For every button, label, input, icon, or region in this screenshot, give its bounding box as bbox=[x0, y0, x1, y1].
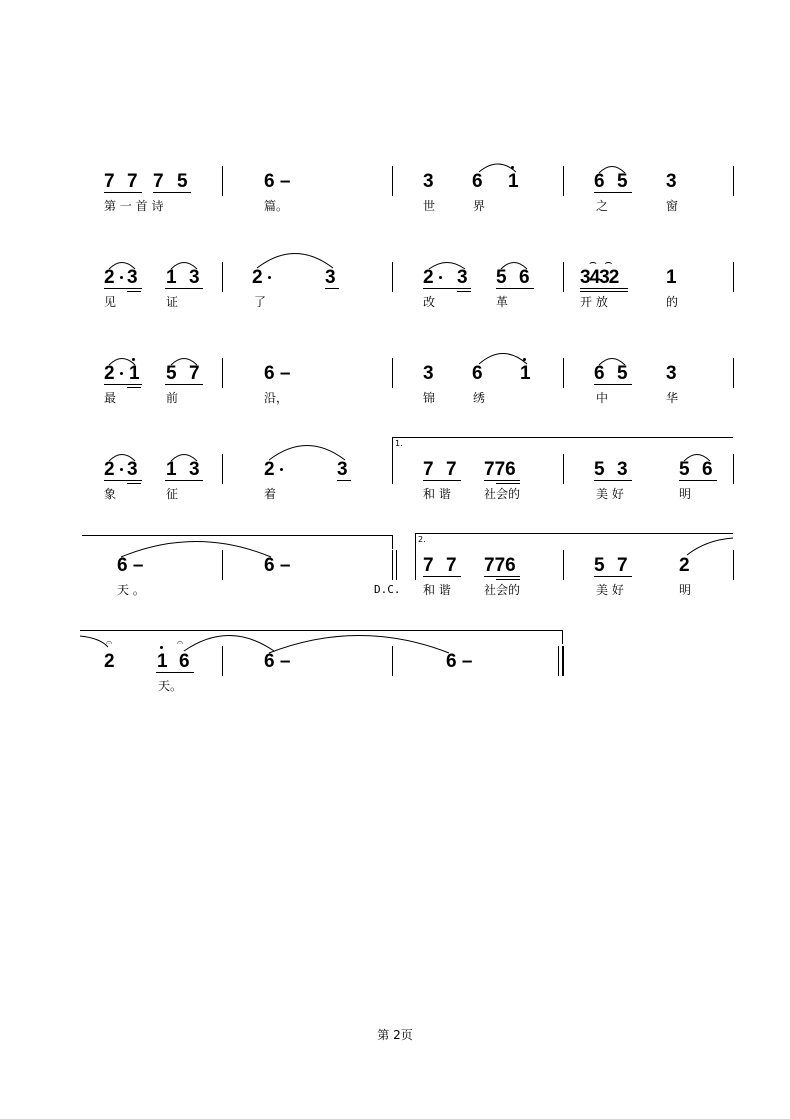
note: 5 bbox=[166, 363, 177, 384]
note: 3 bbox=[189, 267, 200, 288]
lyric: 明 bbox=[679, 583, 692, 597]
note: 6 bbox=[594, 171, 605, 192]
lyric: 见 bbox=[104, 295, 117, 309]
note: 6 bbox=[472, 363, 483, 384]
note: 6 – bbox=[117, 555, 144, 576]
underline bbox=[165, 288, 203, 289]
barline bbox=[222, 262, 223, 292]
double-barline bbox=[396, 550, 397, 580]
note: 7 bbox=[153, 171, 164, 192]
note: 6 bbox=[702, 459, 713, 480]
slur bbox=[256, 249, 334, 269]
lyric: 篇。 bbox=[264, 199, 289, 213]
underline bbox=[104, 480, 142, 481]
underline bbox=[496, 483, 520, 484]
underline bbox=[484, 576, 520, 577]
volta-1-bracket bbox=[392, 437, 733, 438]
note: 5 bbox=[496, 267, 507, 288]
aug-dot bbox=[120, 372, 123, 375]
volta-2-continuation bbox=[80, 630, 562, 631]
underline bbox=[104, 384, 142, 385]
barline bbox=[392, 358, 393, 388]
underline bbox=[496, 579, 520, 580]
slur bbox=[170, 354, 198, 366]
note: 5 bbox=[617, 363, 628, 384]
note: 3 bbox=[337, 459, 348, 480]
lyric: 前 bbox=[166, 391, 179, 405]
barline bbox=[392, 646, 393, 676]
lyric: 中 bbox=[596, 391, 609, 405]
note: 1 bbox=[166, 459, 177, 480]
slur bbox=[500, 258, 528, 270]
note: 3 bbox=[423, 171, 434, 192]
note: 5 bbox=[617, 171, 628, 192]
slur bbox=[683, 450, 711, 462]
slur bbox=[478, 349, 528, 365]
volta-1-label: 1. bbox=[395, 439, 403, 448]
underline bbox=[165, 384, 203, 385]
lyric: 界 bbox=[473, 199, 486, 213]
aug-dot bbox=[120, 468, 123, 471]
lyric: 窗 bbox=[666, 199, 679, 213]
underline bbox=[153, 192, 191, 193]
lyric: 天 。 bbox=[117, 583, 145, 597]
underline bbox=[337, 480, 351, 481]
note: 6 – bbox=[446, 651, 473, 672]
final-barline bbox=[562, 646, 564, 676]
note: 7 bbox=[189, 363, 200, 384]
note: 6 bbox=[594, 363, 605, 384]
barline bbox=[563, 550, 564, 580]
slur bbox=[598, 354, 626, 366]
lyric: 之 bbox=[596, 199, 609, 213]
barline bbox=[733, 454, 734, 484]
note: 2 bbox=[104, 363, 115, 384]
note: 1 bbox=[166, 267, 177, 288]
volta-1-continuation bbox=[82, 535, 392, 536]
underline bbox=[127, 291, 141, 292]
note: 5 bbox=[679, 459, 690, 480]
lyric: 证 bbox=[166, 295, 179, 309]
note: 1 bbox=[157, 651, 168, 672]
barline bbox=[222, 358, 223, 388]
lyric: 美 好 bbox=[596, 487, 624, 501]
aug-dot bbox=[268, 276, 271, 279]
aug-dot bbox=[280, 468, 283, 471]
barline bbox=[222, 166, 223, 196]
slur bbox=[170, 258, 198, 270]
high-dot bbox=[160, 646, 163, 649]
slur bbox=[170, 450, 198, 462]
underline bbox=[594, 576, 632, 577]
note: 1 bbox=[666, 267, 677, 288]
note: 6 – bbox=[264, 171, 291, 192]
lyric: 和 谐 bbox=[423, 583, 451, 597]
underline bbox=[594, 192, 632, 193]
note: 3 bbox=[666, 363, 677, 384]
lyric: 华 bbox=[666, 391, 679, 405]
barline bbox=[563, 358, 564, 388]
lyric: 和 谐 bbox=[423, 487, 451, 501]
underline bbox=[423, 480, 461, 481]
underline bbox=[496, 288, 534, 289]
underline bbox=[594, 384, 632, 385]
aug-dot bbox=[120, 276, 123, 279]
barline bbox=[222, 454, 223, 484]
volta-1-end bbox=[392, 535, 393, 549]
lyric: 第 一 首 诗 bbox=[104, 199, 164, 213]
underline bbox=[679, 480, 717, 481]
note: 3 bbox=[127, 459, 138, 480]
note: 2 bbox=[679, 555, 690, 576]
slur bbox=[478, 160, 518, 174]
barline bbox=[563, 454, 564, 484]
slur bbox=[598, 162, 626, 174]
note: 7 bbox=[446, 459, 457, 480]
underline bbox=[156, 672, 194, 673]
underline bbox=[104, 192, 142, 193]
tie bbox=[183, 632, 275, 652]
lyric: 锦 bbox=[423, 391, 436, 405]
underline bbox=[127, 387, 141, 388]
note: 7 bbox=[446, 555, 457, 576]
page-number: 第 2页 bbox=[377, 1028, 413, 1042]
tie bbox=[686, 538, 734, 556]
tie-mark: ⌢ ⌢ bbox=[589, 255, 613, 269]
barline bbox=[392, 166, 393, 196]
note: 7 bbox=[617, 555, 628, 576]
note: 1 bbox=[129, 363, 140, 384]
tie bbox=[120, 538, 272, 558]
note: 2 bbox=[423, 267, 434, 288]
note: 6 – bbox=[264, 651, 291, 672]
underline bbox=[165, 480, 203, 481]
note: 2 bbox=[104, 267, 115, 288]
underline bbox=[580, 291, 628, 292]
note: 5 bbox=[177, 171, 188, 192]
underline bbox=[484, 480, 520, 481]
lyric: 革 bbox=[496, 295, 509, 309]
barline bbox=[733, 262, 734, 292]
note: 6 – bbox=[264, 363, 291, 384]
lyric: 最 bbox=[104, 391, 117, 405]
note: 1 bbox=[508, 171, 519, 192]
note: 6 bbox=[179, 651, 190, 672]
double-barline bbox=[392, 550, 393, 580]
underline bbox=[325, 288, 339, 289]
lyric: 的 bbox=[666, 295, 679, 309]
barline bbox=[733, 550, 734, 580]
underline bbox=[423, 576, 461, 577]
note: 2 bbox=[104, 651, 115, 672]
fermata-icon: 𝄐 bbox=[177, 636, 184, 649]
lyric: 世 bbox=[423, 199, 436, 213]
note: 7 bbox=[423, 459, 434, 480]
lyric: 天。 bbox=[158, 679, 183, 693]
slur bbox=[268, 441, 346, 461]
note: 2 bbox=[104, 459, 115, 480]
barline bbox=[563, 262, 564, 292]
note: 3 bbox=[666, 171, 677, 192]
dc-marking: D.C. bbox=[374, 583, 401, 596]
note: 776 bbox=[484, 555, 516, 576]
note: 6 – bbox=[264, 555, 291, 576]
fermata-icon: 𝄐 bbox=[106, 636, 113, 649]
barline bbox=[392, 262, 393, 292]
note: 7 bbox=[104, 171, 115, 192]
barline bbox=[222, 646, 223, 676]
volta-2-label: 2. bbox=[418, 535, 426, 544]
note: 5 bbox=[594, 555, 605, 576]
underline bbox=[423, 288, 471, 289]
note: 7 bbox=[127, 171, 138, 192]
note: 7 bbox=[423, 555, 434, 576]
note: 3 bbox=[617, 459, 628, 480]
lyric: 绣 bbox=[473, 391, 486, 405]
note: 3 bbox=[325, 267, 336, 288]
lyric: 开 放 bbox=[580, 295, 608, 309]
volta-2-bracket bbox=[415, 533, 733, 534]
note: 2 bbox=[252, 267, 263, 288]
volta-1-bracket bbox=[392, 437, 393, 484]
note: 776 bbox=[484, 459, 516, 480]
slur bbox=[428, 258, 466, 270]
underline bbox=[580, 288, 628, 289]
note: 3 bbox=[127, 267, 138, 288]
underline bbox=[104, 288, 142, 289]
note: 3 bbox=[189, 459, 200, 480]
lyric: 社会的 bbox=[484, 583, 521, 597]
barline bbox=[222, 550, 223, 580]
underline bbox=[127, 483, 141, 484]
underline bbox=[594, 480, 632, 481]
barline bbox=[733, 358, 734, 388]
note: 3432 bbox=[580, 267, 619, 288]
lyric: 社会的 bbox=[484, 487, 521, 501]
lyric: 沿， bbox=[264, 391, 289, 405]
final-barline bbox=[558, 646, 559, 676]
volta-2-bracket bbox=[415, 533, 416, 580]
slur bbox=[108, 450, 136, 462]
note: 5 bbox=[594, 459, 605, 480]
lyric: 美 好 bbox=[596, 583, 624, 597]
slur bbox=[108, 258, 136, 270]
lyric: 象 bbox=[104, 487, 117, 501]
lyric: 明 bbox=[679, 487, 692, 501]
note: 1 bbox=[520, 363, 531, 384]
slur bbox=[108, 354, 136, 366]
note: 3 bbox=[457, 267, 468, 288]
lyric: 了 bbox=[254, 295, 267, 309]
barline bbox=[733, 166, 734, 196]
note: 6 bbox=[472, 171, 483, 192]
lyric: 征 bbox=[166, 487, 179, 501]
lyric: 着 bbox=[264, 487, 277, 501]
note: 2 bbox=[264, 459, 275, 480]
note: 3 bbox=[423, 363, 434, 384]
barline bbox=[563, 166, 564, 196]
lyric: 改 bbox=[423, 295, 436, 309]
note: 6 bbox=[519, 267, 530, 288]
aug-dot bbox=[439, 276, 442, 279]
underline bbox=[457, 291, 471, 292]
volta-2-end bbox=[562, 630, 563, 644]
tie bbox=[268, 632, 450, 654]
